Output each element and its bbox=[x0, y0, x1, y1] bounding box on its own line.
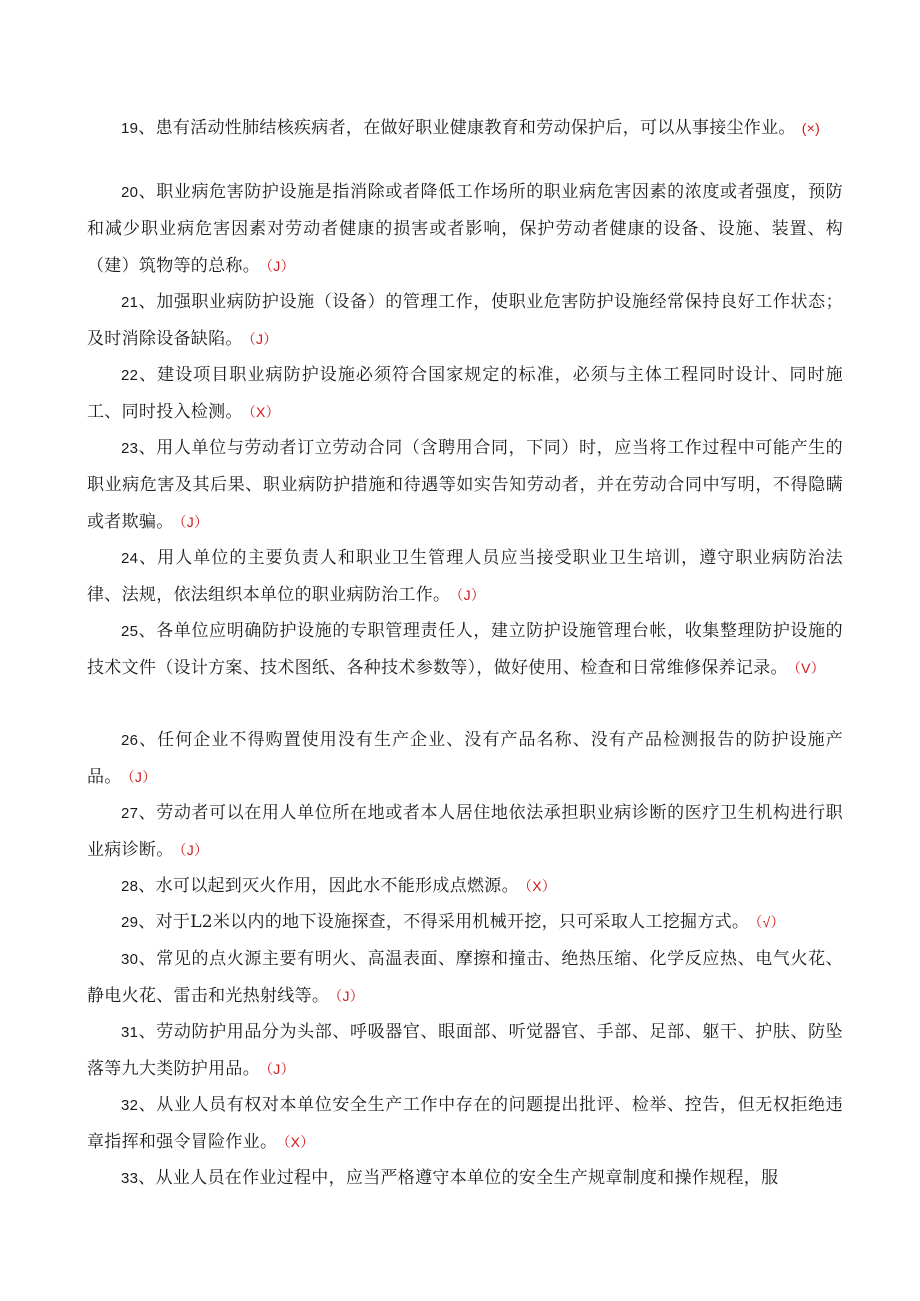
question-19 bbox=[87, 110, 843, 147]
question-text: 劳动者可以在用人单位所在地或者本人居住地依法承担职业病诊断的医疗卫生机构进行职业病诊断。 bbox=[87, 803, 843, 860]
question-text: 患有活动性肺结核疾病者，在做好职业健康教育和劳动保护后，可以从事接尘作业。 bbox=[155, 118, 796, 138]
question-number: 19 bbox=[121, 120, 139, 137]
question-number: 29 bbox=[121, 914, 139, 931]
question-text: 加强职业病防护设施（设备）的管理工作，使职业危害防护设施经常保持良好工作状态；及时消除设备缺陷。 bbox=[87, 292, 843, 349]
question-number: 23 bbox=[121, 440, 139, 457]
answer-mark: （J） bbox=[179, 514, 209, 530]
question-separator: 、 bbox=[138, 949, 157, 969]
question-20 bbox=[87, 174, 843, 285]
question-number: 21 bbox=[121, 294, 139, 311]
question-text: 从业人员在作业过程中，应当严格遵守本单位的安全生产规章制度和操作规程，服 bbox=[155, 1168, 779, 1188]
answer-mark: （J） bbox=[266, 258, 295, 274]
answer-mark: （X） bbox=[283, 1134, 315, 1150]
answer-mark: (×) bbox=[801, 120, 821, 136]
question-26 bbox=[87, 722, 843, 796]
question-29 bbox=[87, 904, 843, 941]
question-text: 从业人员有权对本单位安全生产工作中存在的问题提出批评、检举、控告，但无权拒绝违章指挥和强令冒险作业。 bbox=[87, 1095, 843, 1152]
question-27 bbox=[87, 795, 843, 869]
answer-mark: （√） bbox=[755, 914, 785, 930]
answer-mark: （X） bbox=[524, 878, 557, 894]
answer-mark: （J） bbox=[266, 1061, 295, 1077]
answer-mark: （J） bbox=[127, 769, 157, 785]
question-23 bbox=[87, 430, 843, 541]
question-separator: 、 bbox=[138, 730, 158, 750]
question-separator: 、 bbox=[138, 1095, 157, 1115]
answer-mark: （J） bbox=[456, 587, 486, 603]
question-text: 水可以起到灭火作用，因此水不能形成点燃源。 bbox=[155, 876, 519, 896]
question-text: 用人单位与劳动者订立劳动合同（含聘用合同，下同）时，应当将工作过程中可能产生的职业病危害及其后果、职业病防护措施和待遇等如实告知劳动者，并在劳动合同中写明，不得隐瞒或者欺骗。 bbox=[87, 438, 843, 532]
question-number: 25 bbox=[121, 623, 139, 640]
question-33 bbox=[87, 1160, 843, 1197]
question-text: 任何企业不得购置使用没有生产企业、没有产品名称、没有产品检测报告的防护设施产品。 bbox=[87, 730, 843, 787]
question-24 bbox=[87, 540, 843, 614]
question-32 bbox=[87, 1087, 843, 1161]
question-separator: 、 bbox=[138, 621, 157, 641]
question-separator: 、 bbox=[138, 292, 157, 312]
question-number: 32 bbox=[121, 1097, 139, 1114]
question-text: 用人单位的主要负责人和职业卫生管理人员应当接受职业卫生培训，遵守职业病防治法律、法规，依法组织本单位的职业病防治工作。 bbox=[87, 548, 843, 605]
question-number: 27 bbox=[121, 805, 139, 822]
question-31 bbox=[87, 1014, 843, 1088]
question-separator: 、 bbox=[138, 912, 156, 932]
question-number: 24 bbox=[121, 550, 139, 567]
question-28 bbox=[87, 868, 843, 905]
question-separator: 、 bbox=[138, 182, 157, 202]
question-separator: 、 bbox=[138, 548, 158, 568]
question-separator: 、 bbox=[138, 1022, 157, 1042]
question-separator: 、 bbox=[138, 1168, 156, 1188]
question-number: 26 bbox=[121, 732, 139, 749]
question-number: 28 bbox=[121, 878, 139, 895]
answer-mark: （J） bbox=[335, 988, 365, 1004]
question-number: 22 bbox=[121, 367, 139, 384]
question-separator: 、 bbox=[138, 365, 158, 385]
question-separator: 、 bbox=[138, 118, 156, 138]
question-separator: 、 bbox=[138, 438, 157, 458]
question-21 bbox=[87, 284, 843, 358]
question-text: 建设项目职业病防护设施必须符合国家规定的标准，必须与主体工程同时设计、同时施工、同时投入检测。 bbox=[87, 365, 843, 422]
question-text: 劳动防护用品分为头部、呼吸器官、眼面部、听觉器官、手部、足部、躯干、护肤、防坠落等九大类防护用品。 bbox=[87, 1022, 843, 1079]
question-22 bbox=[87, 357, 843, 431]
question-number: 33 bbox=[121, 1170, 139, 1187]
answer-mark: （V） bbox=[793, 660, 826, 676]
question-30 bbox=[87, 941, 843, 1015]
answer-mark: （J） bbox=[179, 842, 209, 858]
question-25 bbox=[87, 613, 843, 687]
question-text: 对于L2米以内的地下设施探查，不得采用机械开挖，只可采取人工挖掘方式。 bbox=[155, 912, 750, 932]
answer-mark: （X） bbox=[248, 404, 280, 420]
answer-mark: （J） bbox=[248, 331, 278, 347]
question-separator: 、 bbox=[138, 803, 157, 823]
question-separator: 、 bbox=[138, 876, 156, 896]
question-number: 20 bbox=[121, 184, 139, 201]
question-text: 职业病危害防护设施是指消除或者降低工作场所的职业病危害因素的浓度或者强度，预防和减少职业病危害因素对劳动者健康的损害或者影响，保护劳动者健康的设备、设施、装置、构（建）筑物等的总称。 bbox=[87, 182, 843, 276]
question-number: 30 bbox=[121, 951, 139, 968]
question-number: 31 bbox=[121, 1024, 139, 1041]
question-text: 各单位应明确防护设施的专职管理责任人，建立防护设施管理台帐，收集整理防护设施的技术文件（设计方案、技术图纸、各种技术参数等），做好使用、检查和日常维修保养记录。 bbox=[87, 621, 843, 678]
question-text: 常见的点火源主要有明火、高温表面、摩擦和撞击、绝热压缩、化学反应热、电气火花、静电火花、雷击和光热射线等。 bbox=[87, 949, 843, 1006]
